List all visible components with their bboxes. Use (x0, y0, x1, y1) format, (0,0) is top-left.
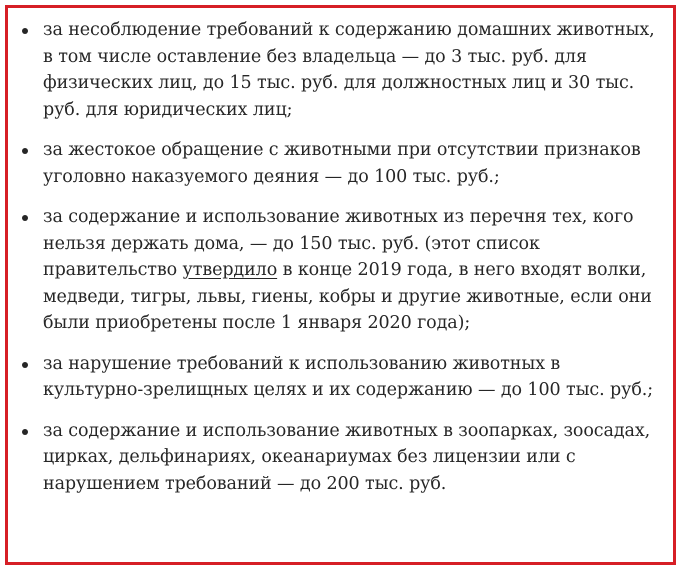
bullet-icon (22, 148, 28, 154)
list-item-text: за несоблюдение требований к содержанию домашних животных, в том числе оставление без владельца — до 3 тыс. руб. для физических лиц, до 15 тыс. руб. для должностных лиц и 30 тыс. руб. для юридических лиц; (43, 20, 655, 120)
list-item-text-before-link: за содержание и использование животных из перечня тех, кого нельзя держать дома, — до 150 тыс. руб. (этот список правительство (43, 207, 634, 280)
list-item (8, 418, 673, 498)
list-item-text: за содержание и использование животных в зоопарках, зоосадах, цирках, дельфинариях, океанариумах без лицензии или с нарушением требований — до 200 тыс. руб. (43, 420, 651, 494)
penalties-list (8, 17, 673, 511)
bullet-icon (22, 28, 28, 34)
bullet-icon (22, 429, 28, 435)
list-item-text: за жестокое обращение с животными при отсутствии признаков уголовно наказуемого деяния — до 100 тыс. руб.; (43, 140, 641, 187)
list-item (8, 351, 673, 404)
list-item (8, 204, 673, 337)
list-item-text: за нарушение требований к использованию животных в культурно-зрелищных целях и их содержанию — до 100 тыс. руб.; (43, 353, 654, 400)
bullet-icon (22, 362, 28, 368)
bullet-icon (22, 215, 28, 221)
highlight-frame (5, 5, 676, 565)
list-item (8, 137, 673, 190)
list-item-text-after-link: в конце 2019 года, в него входят волки, медведи, тигры, львы, гиены, кобры и другие животные, если они были приобретены после 1 января 2020 года); (43, 260, 652, 333)
list-item (8, 17, 673, 123)
approved-list-link[interactable]: утвердило (182, 260, 278, 280)
